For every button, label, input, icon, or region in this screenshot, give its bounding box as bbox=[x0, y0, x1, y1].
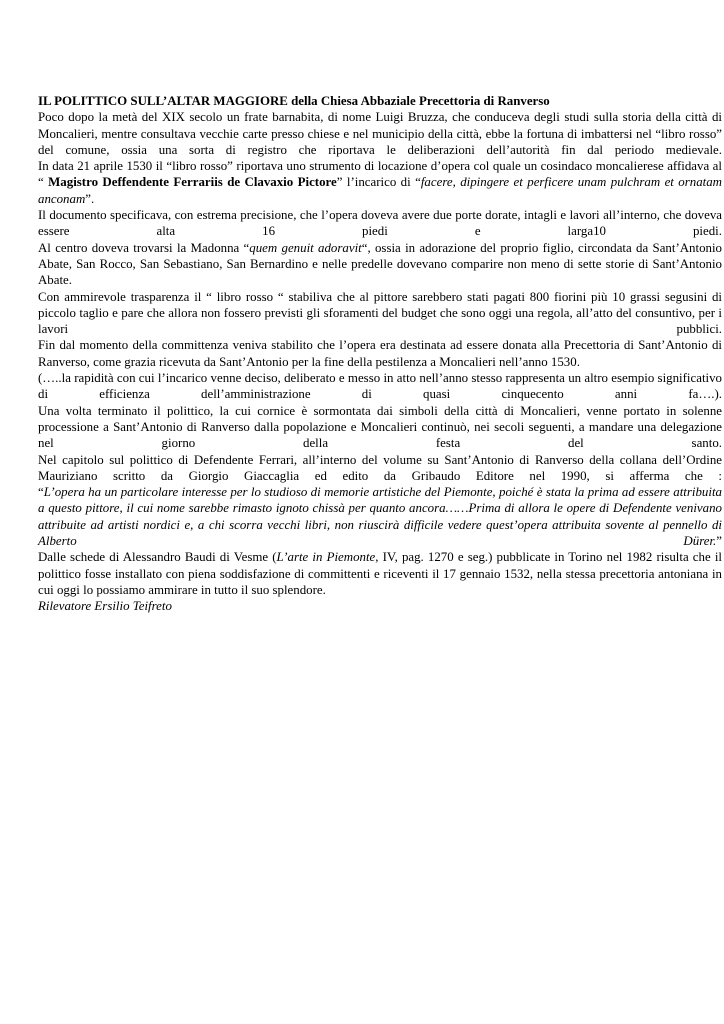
paragraph-2 bbox=[38, 158, 722, 207]
quote-open-mark: “ bbox=[38, 485, 44, 500]
paragraph-6: Fin dal momento della committenza veniva stabilito che l’opera era destinata ad essere donata alla Precettoria di Sant’Antonio di Ranverso, come grazia ricevuta da Sant’Antonio per la fine della pestilenza a Moncalieri nell’anno 1530. bbox=[38, 338, 722, 369]
signature-line bbox=[38, 598, 722, 614]
paragraph-2-text-a: In data 21 aprile 1530 il “libro rosso” riportava uno strumento di locazione d’opera col quale un cosindaco moncalierese affidava al “ bbox=[38, 159, 722, 190]
paragraph-11-text-a: Dalle schede di Alessandro Baudi di Vesme ( bbox=[38, 550, 277, 565]
paragraph-7: (…..la rapidità con cui l’incarico venne deciso, deliberato e messo in atto nell’anno stesso rappresenta un altro esempio significativo di efficienza dell’amministrazione di quasi cinquecento anni fa….). bbox=[38, 371, 722, 402]
paragraph-2-text-c: ” l’incarico di “ bbox=[336, 175, 421, 190]
quote-close-mark: ” bbox=[716, 534, 722, 549]
paragraph-11 bbox=[38, 549, 722, 598]
paragraph-8: Una volta terminato il polittico, la cui cornice è sormontata dai simboli della città di Moncalieri, venne portato in solenne processione a Sant’Antonio di Ranverso dalla popolazione e Moncalieri continuò, nei secoli seguenti, a mandare una delegazione nel giorno della festa del santo. bbox=[38, 403, 722, 451]
paragraph-4 bbox=[38, 240, 722, 289]
paragraph-2-bold-name: Magistro Deffendente Ferrariis de Clavaxio Pictore bbox=[48, 175, 337, 190]
document-title bbox=[38, 93, 722, 109]
paragraph-2-text-e: ”. bbox=[85, 191, 95, 206]
document-page bbox=[38, 93, 722, 615]
paragraph-4-text-c: “, ossia in adorazione del proprio figlio, circondata da Sant’Antonio Abate, San Rocco, San Sebastiano, San Bernardino e nelle predelle dovevano comparire non meno di sette storie di Sant’Antonio Abate. bbox=[38, 240, 722, 288]
paragraph-3: Il documento specificava, con estrema precisione, che l’opera doveva avere due porte dorate, intagli e lavori all’interno, che doveva essere alta 16 piedi e larga10 piedi. bbox=[38, 208, 722, 239]
paragraph-9: Nel capitolo sul polittico di Defendente Ferrari, all’interno del volume su Sant’Antonio di Ranverso della collana dell’Ordine Mauriziano scritto da Giorgio Giaccaglia ed edito da Gribaudo Editore nel 1990, si afferma che : bbox=[38, 452, 722, 483]
signature-text: Rilevatore Ersilio Teifreto bbox=[38, 599, 172, 614]
paragraph-10-quote bbox=[38, 484, 722, 549]
paragraph-11-italic-title: L’arte in Piemonte bbox=[276, 550, 376, 565]
paragraph-2-italic-quote: facere, dipingere et perficere unam pulchram et ornatam anconam bbox=[38, 175, 722, 206]
paragraph-5: Con ammirevole trasparenza il “ libro rosso “ stabiliva che al pittore sarebbero stati pagati 800 fiorini più 10 grassi segusini di piccolo taglio e pare che allora non fossero previsti gli sforamenti del budget che sono oggi una regola, all’atto del consuntivo, per i lavori pubblici. bbox=[38, 289, 722, 337]
title-rest: della Chiesa Abbaziale Precettoria di Ranverso bbox=[287, 94, 550, 108]
paragraph-11-text-c: , IV, pag. 1270 e seg.) pubblicate in Torino nel 1982 risulta che il polittico fosse installato con piena soddisfazione di committenti e riceventi il 17 gennaio 1532, nella stessa precettoria antoniana in cui oggi lo possiamo ammirare in tutto il suo splendore. bbox=[38, 550, 722, 597]
paragraph-4-text-a: Al centro doveva trovarsi la Madonna “ bbox=[38, 240, 250, 255]
paragraph-4-italic-quote: quem genuit adoravit bbox=[249, 240, 362, 255]
paragraph-1: Poco dopo la metà del XIX secolo un frate barnabita, di nome Luigi Bruzza, che conduceva degli studi sulla storia della città di Moncalieri, mentre consultava vecchie carte presso chiese e nel municipio della città, ebbe la fortuna di imbattersi nel “libro rosso” del comune, ossia una sorta di registro che riportava le deliberazioni dell’autorità fin dal periodo medievale. bbox=[38, 110, 722, 157]
title-bold: IL POLITTICO SULL’ALTAR MAGGIORE bbox=[38, 94, 288, 108]
quote-italic-text: L’opera ha un particolare interesse per lo studioso di memorie artistiche del Piemonte, poiché è stata la prima ad essere attribuita a questo pittore, il cui nome sarebbe rimasto ignoto chissà per quanto ancora……Prima di allora le opere di Defendente venivano attribuite ad artisti nordici e, a chi scorra vecchi libri, non riuscirà difficile vedere quest’opera attribuita sovente al pennello di Alberto Dürer. bbox=[38, 485, 722, 549]
